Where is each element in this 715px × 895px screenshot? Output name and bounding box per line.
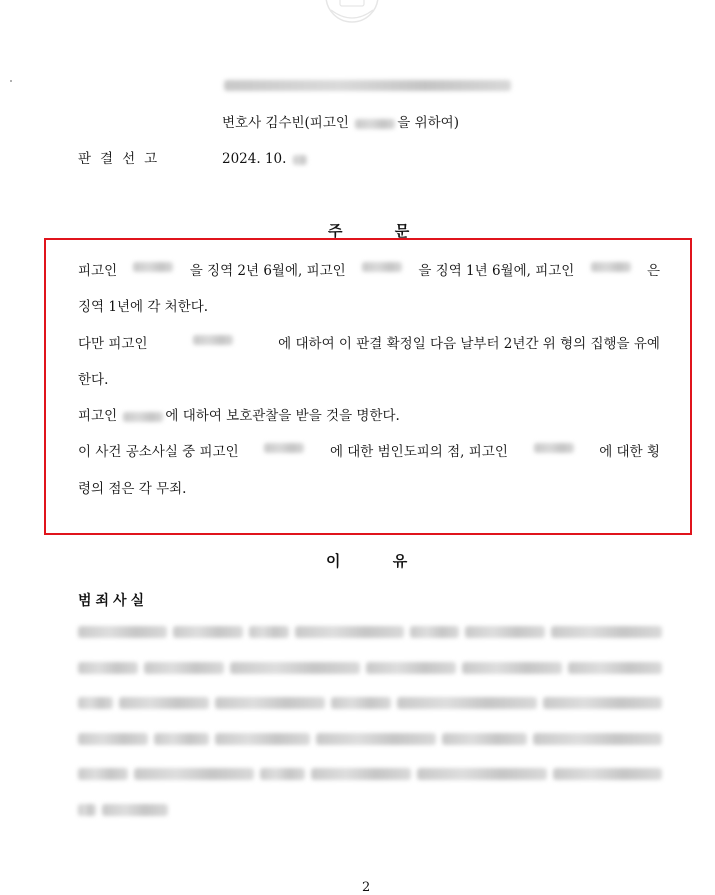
redacted-segment [134, 768, 254, 780]
redacted-segment [102, 804, 168, 816]
redacted-text-row [78, 768, 662, 780]
court-seal-icon [323, 0, 381, 28]
order-text: 령의 점은 각 무죄. [78, 481, 187, 497]
order-line-6 [78, 443, 660, 461]
order-text: 에 대한 횡 [599, 444, 660, 460]
redacted-segment [410, 626, 460, 638]
redacted-segment [543, 697, 662, 709]
redacted-segment [331, 697, 391, 709]
redacted-text-row [78, 804, 662, 816]
redacted-segment [78, 662, 138, 674]
redacted-segment [249, 626, 289, 638]
defense-counsel-line [222, 114, 459, 132]
redacted-segment [215, 733, 310, 745]
redacted-segment [78, 626, 167, 638]
redacted-segment [144, 662, 224, 674]
redacted-segment [366, 662, 456, 674]
counsel-suffix: 을 위하여) [397, 115, 459, 131]
redacted-defendant-name [133, 262, 173, 272]
page-number: 2 [362, 880, 371, 895]
order-text: 을 징역 1년 6월에, 피고인 [418, 263, 575, 279]
redacted-defendant-name [591, 262, 631, 272]
verdict-label: 판결선고 [78, 151, 167, 167]
reason-title: 이 유 [326, 552, 408, 570]
redacted-defendant-name [193, 335, 233, 345]
redacted-segment [568, 662, 662, 674]
scan-speck [10, 80, 12, 82]
redacted-segment [78, 733, 148, 745]
redacted-segment [78, 768, 128, 780]
verdict-date: 2024. 10. [222, 151, 287, 167]
order-text: 피고인 [78, 408, 118, 424]
order-text: 이 사건 공소사실 중 피고인 [78, 444, 239, 460]
redacted-segment [442, 733, 527, 745]
redacted-segment [230, 662, 360, 674]
redacted-text-row [78, 697, 662, 709]
order-text: 은 [646, 263, 660, 279]
redacted-text-row [78, 662, 662, 674]
redacted-segment [551, 626, 662, 638]
redacted-defendant-name [264, 443, 304, 453]
crime-facts-heading: 범죄사실 [78, 593, 149, 609]
counsel-prefix: 변호사 김수빈(피고인 [222, 115, 349, 131]
order-text: 한다. [78, 372, 109, 388]
order-text: 징역 1년에 각 처한다. [78, 299, 209, 315]
redacted-case-header [224, 80, 511, 91]
order-line-7 [78, 480, 660, 498]
redacted-segment [295, 626, 404, 638]
redacted-defendant-name [534, 443, 574, 453]
order-text: 피고인 [78, 263, 118, 279]
redacted-text-row [78, 733, 662, 745]
redacted-segment [397, 697, 537, 709]
redacted-segment [553, 768, 662, 780]
redacted-segment [78, 697, 113, 709]
redacted-segment [215, 697, 325, 709]
order-line-1 [78, 262, 660, 280]
redacted-defendant-name [355, 119, 395, 129]
redacted-segment [173, 626, 243, 638]
order-line-5 [78, 407, 660, 425]
redacted-segment [316, 733, 436, 745]
redacted-segment [260, 768, 305, 780]
redacted-segment [533, 733, 662, 745]
order-text: 을 징역 2년 6월에, 피고인 [189, 263, 346, 279]
redacted-segment [417, 768, 547, 780]
order-title: 주 문 [328, 222, 410, 240]
order-text: 에 대하여 보호관찰을 받을 것을 명한다. [165, 408, 400, 424]
redacted-segment [119, 697, 209, 709]
redacted-segment [462, 662, 562, 674]
redacted-crime-facts [78, 626, 662, 839]
redacted-day [293, 155, 307, 165]
order-line-4 [78, 371, 660, 389]
redacted-text-row [78, 626, 662, 638]
order-line-2 [78, 298, 660, 316]
redacted-segment [465, 626, 544, 638]
order-text: 에 대하여 이 판결 확정일 다음 날부터 2년간 위 형의 집행을 유예 [278, 336, 660, 352]
redacted-defendant-name [123, 412, 163, 422]
redacted-segment [154, 733, 209, 745]
redacted-defendant-name [362, 262, 402, 272]
order-text: 에 대한 범인도피의 점, 피고인 [329, 444, 508, 460]
redacted-segment [78, 804, 96, 816]
verdict-date-line [222, 150, 309, 168]
order-text: 다만 피고인 [78, 336, 148, 352]
order-line-3 [78, 335, 660, 353]
redacted-segment [311, 768, 411, 780]
